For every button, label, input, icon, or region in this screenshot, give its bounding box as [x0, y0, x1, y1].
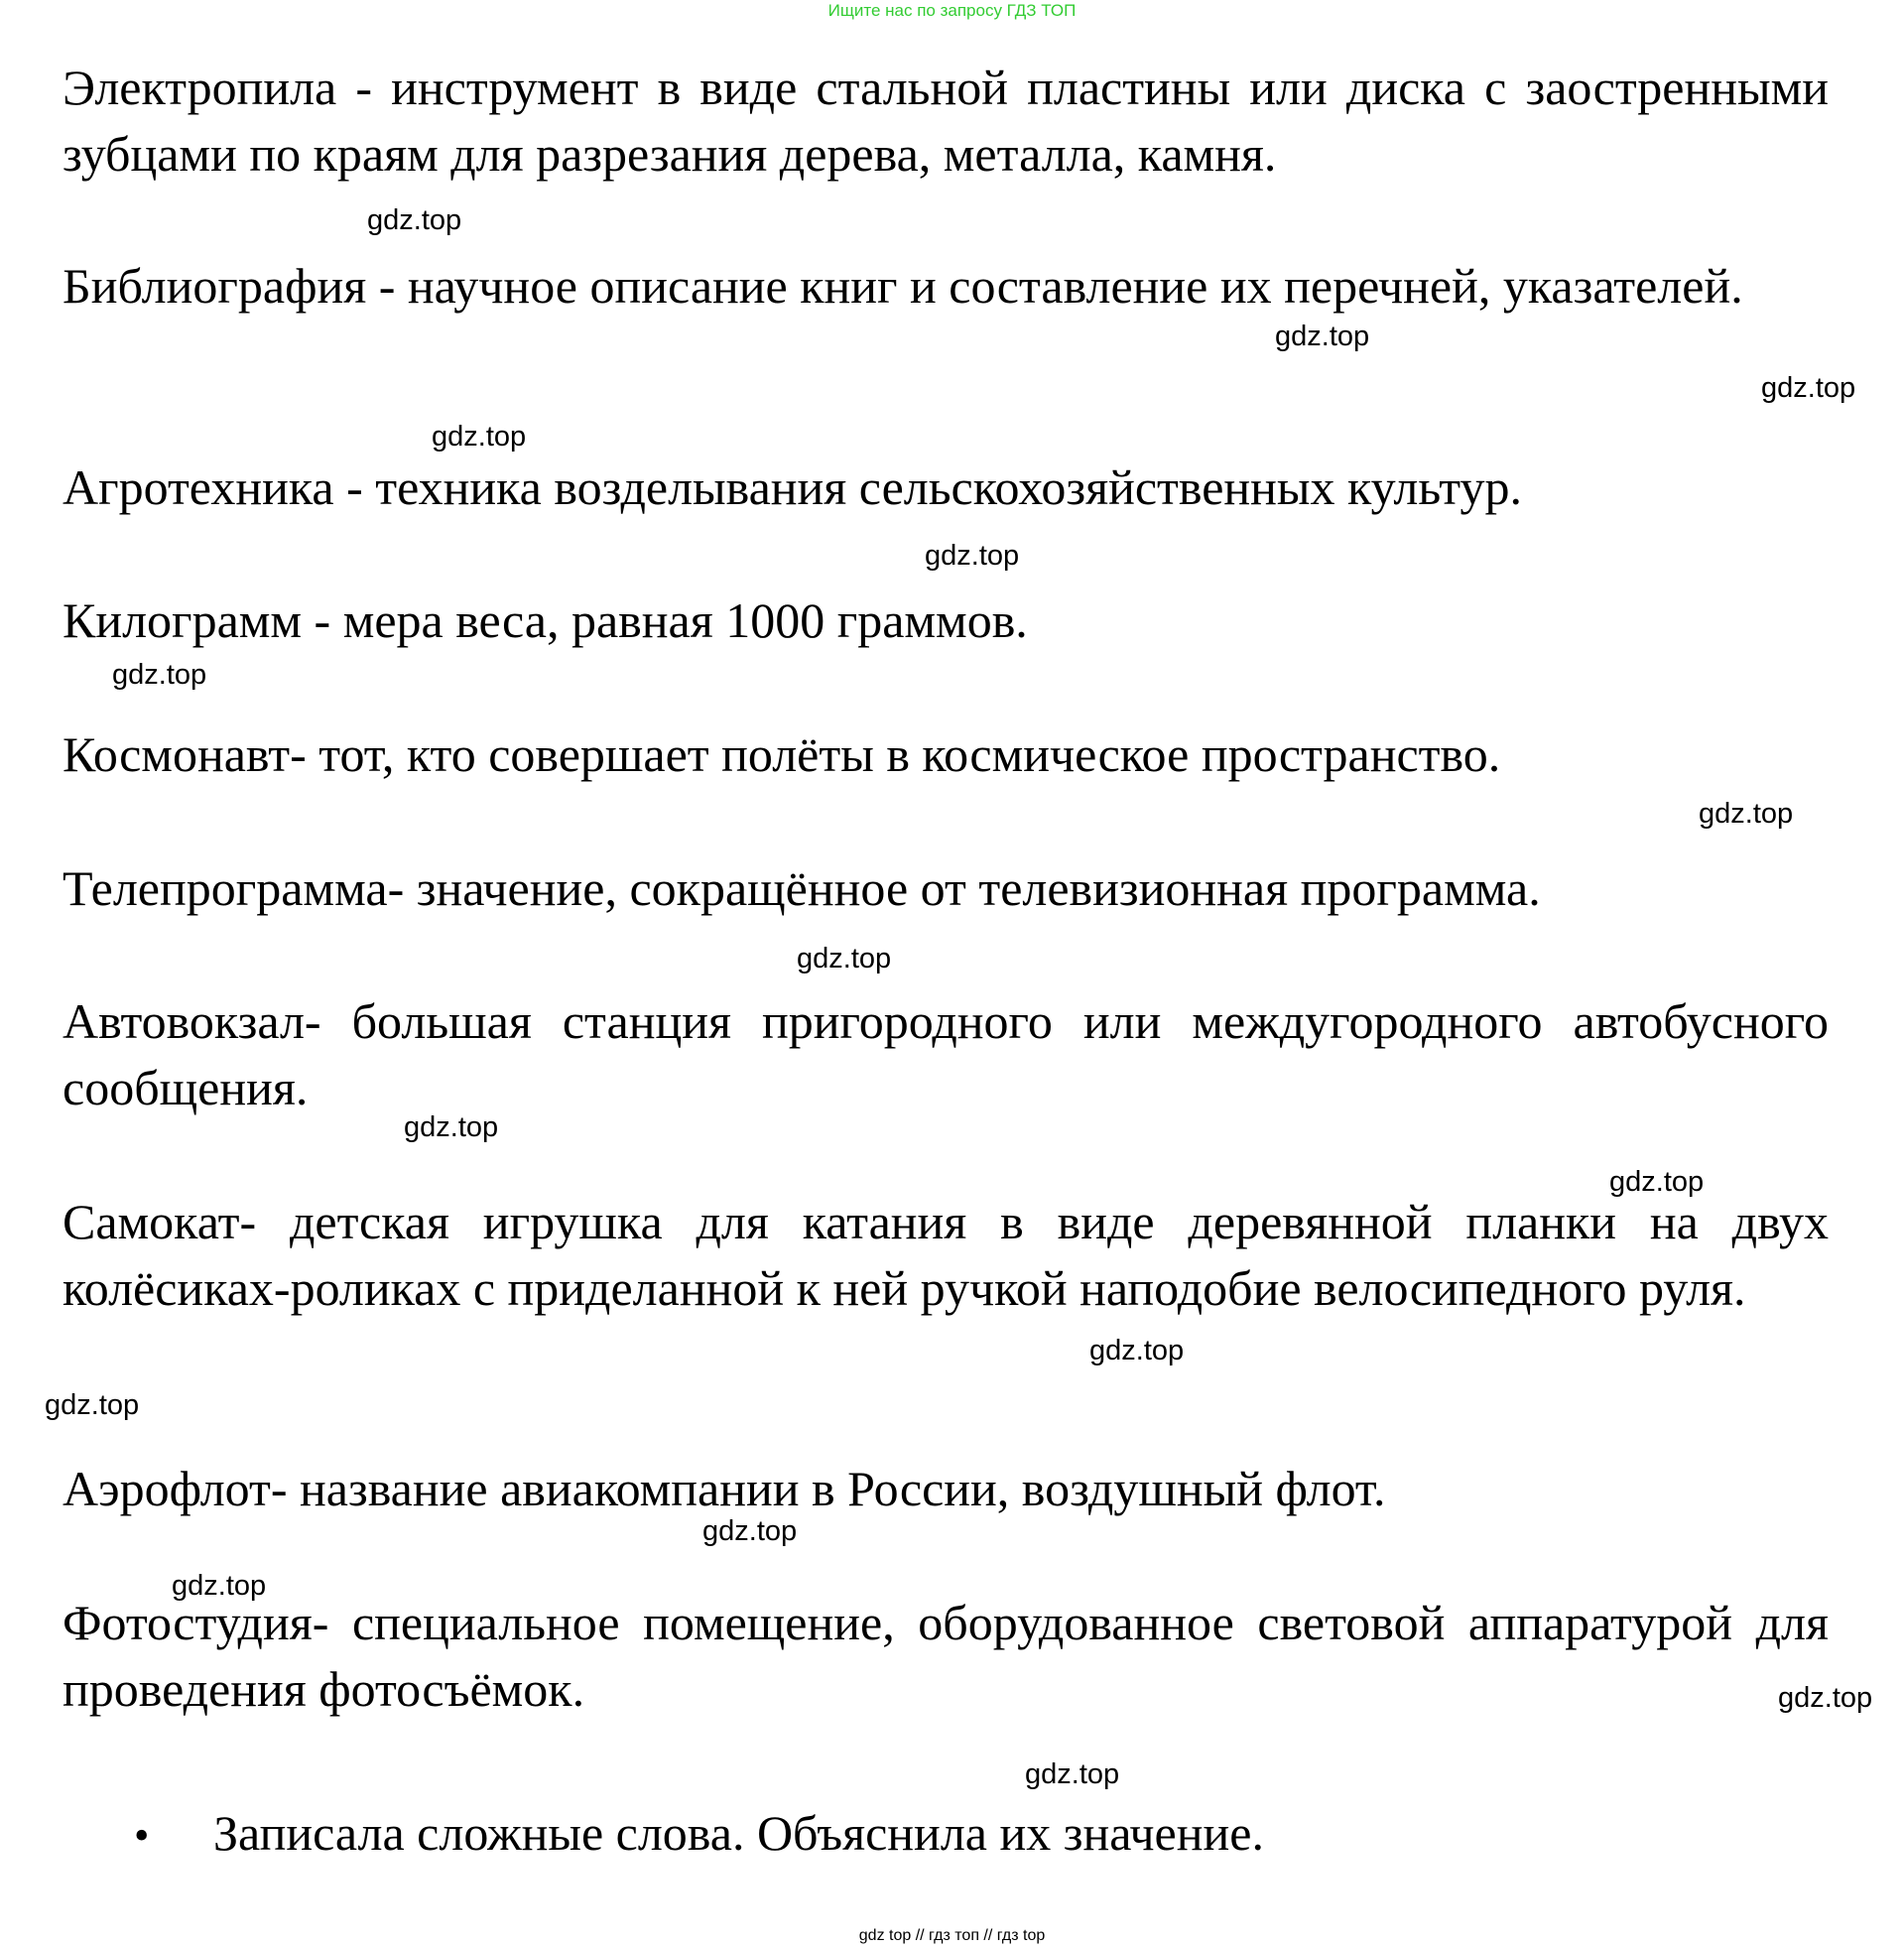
watermark: gdz.top — [172, 1570, 267, 1602]
top-banner: Ищите нас по запросу ГДЗ ТОП — [827, 1, 1077, 20]
definition-kosmonavt: Космонавт- тот, кто совершает полёты в космическое пространство. — [63, 726, 1501, 782]
definition-bibliografiya: Библиография - научное описание книг и составление их перечней, указателей. — [63, 258, 1743, 314]
watermark: gdz.top — [1699, 798, 1794, 830]
bullet-icon: • — [134, 1811, 150, 1860]
watermark: gdz.top — [1275, 321, 1370, 352]
watermark: gdz.top — [925, 540, 1020, 572]
watermark: gdz.top — [1089, 1335, 1185, 1366]
definition-teleprogramma: Телепрограмма- значение, сокращённое от телевизионная программа. — [63, 860, 1541, 916]
watermark: gdz.top — [404, 1111, 499, 1143]
watermark: gdz.top — [797, 943, 892, 974]
definition-electropila: Электропила - инструмент в виде стальной пластины или диска с заостренными зубцами по краям для разрезания дерева, металла, камня. — [63, 60, 1829, 182]
definition-avtovokzal: Автовокзал- большая станция пригородного или междугородного автобусного сообщения. — [63, 993, 1829, 1115]
watermark: gdz.top — [1025, 1758, 1120, 1790]
definition-kilogramm: Килограмм - мера веса, равная 1000 граммов. — [63, 592, 1028, 648]
definition-agrotekhnika: Агротехника - техника возделывания сельскохозяйственных культур. — [63, 459, 1522, 515]
definition-samokat: Самокат- детская игрушка для катания в виде деревянной планки на двух колёсиках-роликах с приделанной к ней ручкой наподобие велосипедного руля. — [63, 1194, 1829, 1316]
watermark: gdz.top — [45, 1389, 140, 1421]
footer: gdz top // гдз топ // гдз top — [858, 1927, 1046, 1944]
watermark: gdz.top — [1609, 1166, 1705, 1198]
definition-fotostudiya: Фотостудия- специальное помещение, оборудованное световой аппаратурой для проведения фотосъёмок. — [63, 1595, 1829, 1717]
summary-text: Записала сложные слова. Объяснила их значение. — [213, 1805, 1264, 1861]
watermark: gdz.top — [702, 1515, 798, 1547]
watermark: gdz.top — [112, 659, 207, 691]
watermark: gdz.top — [367, 204, 462, 236]
watermark: gdz.top — [1778, 1682, 1873, 1714]
definition-aeroflot: Аэрофлот- название авиакомпании в России, воздушный флот. — [63, 1461, 1386, 1516]
summary-bullet-item — [134, 1800, 1264, 1869]
watermark: gdz.top — [432, 421, 527, 453]
watermark: gdz.top — [1761, 372, 1856, 404]
